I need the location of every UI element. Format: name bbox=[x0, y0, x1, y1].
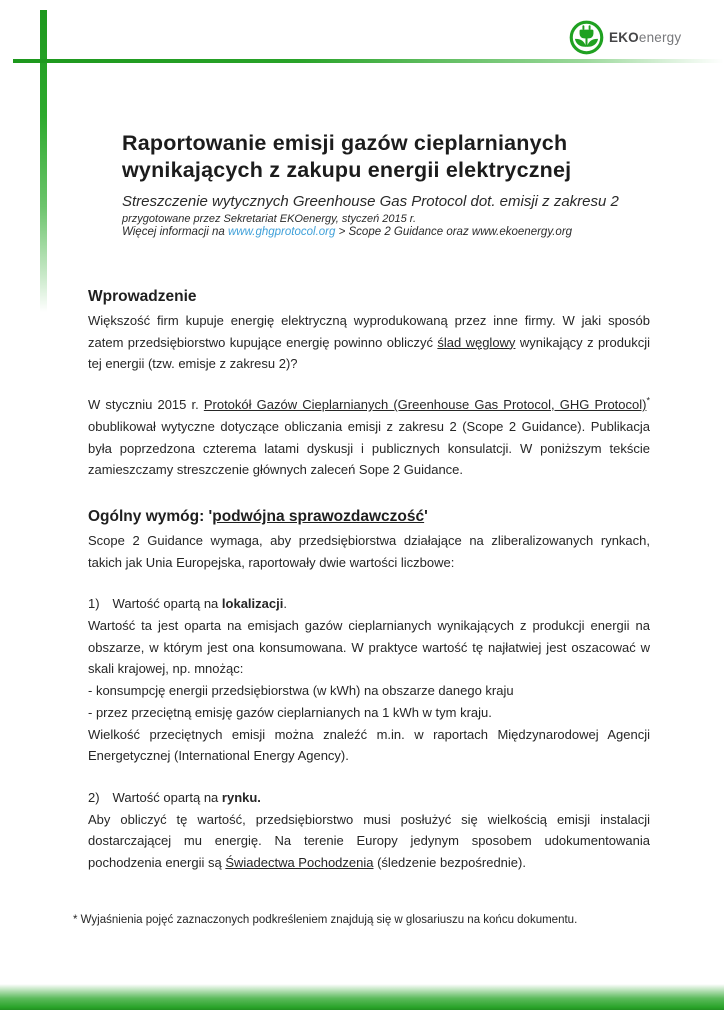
prepared-by-line: przygotowane przez Sekretariat EKOenergy, styczeń 2015 r. bbox=[122, 213, 417, 225]
plug-sprout-icon bbox=[568, 19, 605, 56]
ekoenergy-logo bbox=[568, 19, 681, 56]
brand-eko: EKO bbox=[609, 30, 639, 45]
title-line-2: wynikających z zakupu energii elektrycznej bbox=[122, 158, 572, 182]
brand-wordmark bbox=[609, 30, 681, 45]
intro-paragraph-2: W styczniu 2015 r. Protokół Gazów Cieplarnianych (Greenhouse Gas Protocol, GHG Protocol)* obublikował wytyczne dotyczące obliczania emisji z zakresu 2 (Scope 2 Guidance). Publikacja była poprzedzona czterema latami dyskusji i publicznych konsulatcji. W poniższym tekście zamieszczamy streszczenie głównych zaleceń Sope 2 Guidance. bbox=[88, 395, 650, 478]
item1-tail: Wielkość przeciętnych emisji można znaleźć m.in. w raportach Międzynarodowej Agencji Energetycznej (International Energy Agency). bbox=[88, 726, 650, 764]
item1-bullet-1: - konsumpcję energii przedsiębiorstwa (w kWh) na obszarze danego kraju bbox=[88, 683, 514, 699]
more-info-line: Więcej informacji na www.ghgprotocol.org > Scope 2 Guidance oraz www.ekoenergy.org bbox=[122, 226, 573, 238]
document-title bbox=[122, 130, 650, 184]
footer-green-band bbox=[0, 984, 724, 1010]
title-line-1: Raportowanie emisji gazów cieplarnianych bbox=[122, 131, 568, 155]
document-content bbox=[73, 130, 650, 926]
requirement-intro-paragraph: Scope 2 Guidance wymaga, aby przedsiębiorstwa działające na zliberalizowanych rynkach, takich jak Unia Europejska, raportowały dwie wartości liczbowe: bbox=[88, 532, 650, 570]
intro-paragraph-1: Większość firm kupuje energię elektryczną wyprodukowaną przez inne firmy. W jaki sposób zatem przedsiębiorstwo kupujące energię powinno obliczyć ślad węglowy wynikający z produkcji tej energii (tzw. emisje z zakresu 2)? bbox=[88, 313, 650, 372]
ghgprotocol-inline-link[interactable]: www.ghgprotocol.org bbox=[228, 226, 336, 238]
item1-bullet-2: - przez przeciętną emisję gazów cieplarnianych na 1 kWh w tym kraju. bbox=[88, 704, 492, 720]
brand-energy: energy bbox=[638, 30, 682, 45]
list-item-market-based bbox=[88, 787, 650, 874]
vertical-green-rule bbox=[40, 10, 47, 312]
footnote: * Wyjaśnienia pojęć zaznaczonych podkreśleniem znajdują się w glosariuszu na końcu dokumentu. bbox=[73, 913, 578, 926]
item2-title: 2) Wartość opartą na rynku. bbox=[88, 789, 261, 805]
list-item-location-based bbox=[88, 593, 650, 767]
horizontal-green-rule bbox=[13, 59, 724, 63]
item1-title: 1) Wartość opartą na lokalizacji. bbox=[88, 596, 287, 612]
section-heading-ogolny-wymog: Ogólny wymóg: 'podwójna sprawozdawczość' bbox=[88, 507, 428, 525]
document-subtitle: Streszczenie wytycznych Greenhouse Gas Protocol dot. emisji z zakresu 2 bbox=[122, 193, 619, 210]
item1-body: Wartość ta jest oparta na emisjach gazów cieplarnianych wynikających z produkcji energii na obszarze, w którym jest ona konsumowana. W praktyce wartość tę najłatwiej jest oszacować w skali krajowej, np. mnożąc: bbox=[88, 618, 650, 677]
item2-body: Aby obliczyć tę wartość, przedsiębiorstwo musi posłużyć się wielkością emisji instalacji dostarczającej mu energię. Na terenie Europy jedynym sposobem udokumentowania pochodzenia energii są Świadectwa Pochodzenia (śledzenie bezpośrednie). bbox=[88, 811, 650, 871]
section-heading-wprowadzenie: Wprowadzenie bbox=[88, 288, 197, 305]
